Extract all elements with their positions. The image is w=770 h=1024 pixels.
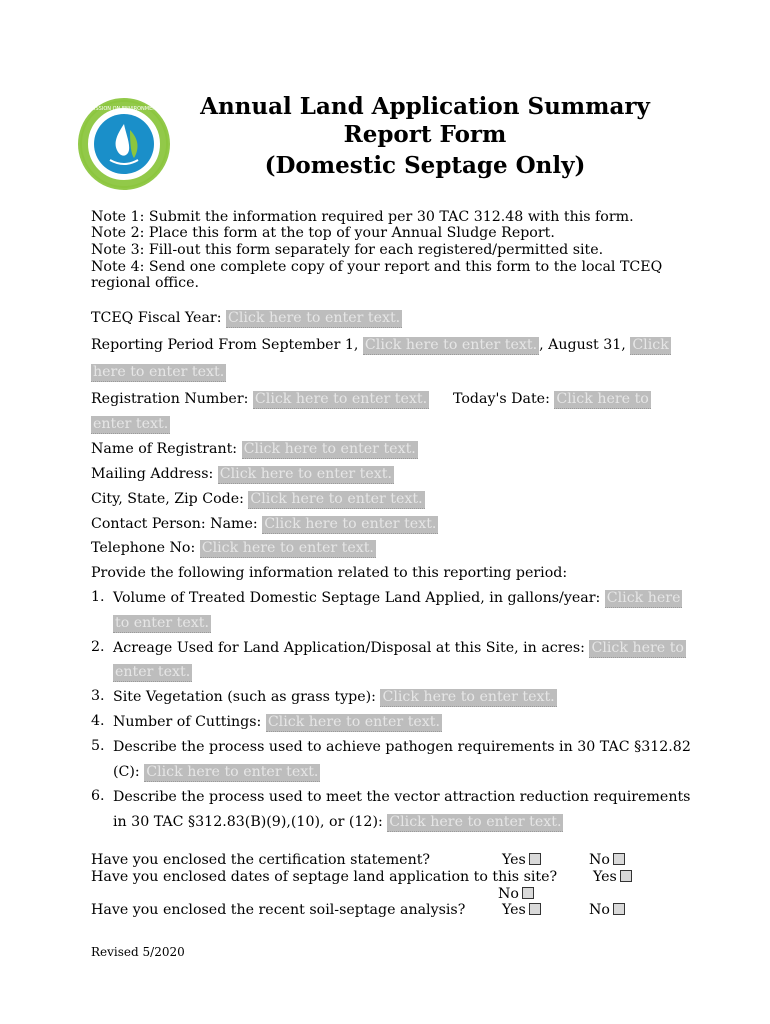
item-4-row bbox=[113, 713, 442, 732]
item-5-text-continued: (C): bbox=[113, 764, 140, 780]
mailing-field[interactable]: Click here to enter text. bbox=[219, 466, 392, 482]
question-2-no-label: No bbox=[498, 886, 519, 902]
phone-row bbox=[91, 539, 376, 558]
item-2-row-continued bbox=[113, 663, 192, 682]
item-6-text: Describe the process used to meet the vector attraction reduction requirements bbox=[113, 789, 691, 805]
question-1-no bbox=[589, 852, 625, 868]
item-5-field[interactable]: Click here to enter text. bbox=[146, 764, 319, 780]
item-2-number: 2. bbox=[91, 639, 105, 655]
item-3-text: Site Vegetation (such as grass type): bbox=[113, 689, 376, 705]
registration-field[interactable]: Click here to enter text. bbox=[254, 391, 428, 407]
item-4-number: 4. bbox=[91, 713, 105, 729]
question-3-text: Have you enclosed the recent soil-septage analysis? bbox=[91, 902, 466, 918]
contact-label: Contact Person: Name: bbox=[91, 516, 258, 532]
contact-row bbox=[91, 515, 438, 534]
item-1-field[interactable]: Click here bbox=[606, 590, 681, 606]
today-date-row bbox=[453, 390, 651, 409]
item-6-text-continued: in 30 TAC §312.83(B)(9),(10), or (12): bbox=[113, 814, 383, 830]
registrant-label: Name of Registrant: bbox=[91, 441, 238, 457]
question-3-yes bbox=[502, 902, 541, 918]
question-1-no-label: No bbox=[589, 852, 610, 868]
item-1-number: 1. bbox=[91, 589, 105, 605]
question-2-no-checkbox[interactable] bbox=[522, 887, 534, 899]
today-date-field-continued[interactable]: enter text. bbox=[93, 416, 169, 432]
mailing-label: Mailing Address: bbox=[91, 466, 214, 482]
question-2-yes-checkbox[interactable] bbox=[620, 870, 632, 882]
question-1-text: Have you enclosed the certification statement? bbox=[91, 852, 431, 868]
question-2-yes bbox=[593, 869, 632, 885]
item-5-number: 5. bbox=[91, 738, 105, 754]
logo-text: TEXAS COMMISSION ON ENVIRONMENTAL QUALITY bbox=[60, 106, 188, 112]
question-3-no bbox=[589, 902, 625, 918]
reporting-to-label: , August 31, bbox=[539, 337, 626, 353]
item-5-row-continued bbox=[113, 763, 320, 782]
item-4-text: Number of Cuttings: bbox=[113, 714, 262, 730]
item-2-field[interactable]: Click here to bbox=[591, 640, 684, 656]
item-4-field[interactable]: Click here to enter text. bbox=[267, 714, 441, 730]
tceq-logo bbox=[60, 100, 188, 188]
phone-field[interactable]: Click here to enter text. bbox=[201, 540, 374, 556]
question-1-yes bbox=[502, 852, 541, 868]
reporting-from-label: Reporting Period From September 1, bbox=[91, 337, 359, 353]
note-1: Note 1: Submit the information required per 30 TAC 312.48 with this form. bbox=[91, 209, 634, 225]
item-1-field-continued[interactable]: to enter text. bbox=[115, 615, 209, 631]
reporting-period-row bbox=[91, 336, 671, 355]
note-4: Note 4: Send one complete copy of your report and this form to the local TCEQ bbox=[91, 259, 663, 275]
revision-date: Revised 5/2020 bbox=[91, 945, 185, 959]
question-1-no-checkbox[interactable] bbox=[613, 853, 625, 865]
fiscal-year-row bbox=[91, 309, 402, 328]
contact-field[interactable]: Click here to enter text. bbox=[264, 516, 437, 532]
item-2-row bbox=[113, 639, 686, 658]
item-2-field-continued[interactable]: enter text. bbox=[115, 664, 191, 680]
city-row bbox=[91, 490, 425, 509]
item-3-field[interactable]: Click here to enter text. bbox=[382, 689, 555, 705]
city-field[interactable]: Click here to enter text. bbox=[250, 491, 423, 507]
item-3-number: 3. bbox=[91, 688, 105, 704]
item-1-text: Volume of Treated Domestic Septage Land Applied, in gallons/year: bbox=[113, 590, 601, 606]
reporting-period-row-continued bbox=[91, 363, 226, 382]
phone-label: Telephone No: bbox=[91, 540, 196, 556]
item-6-field[interactable]: Click here to enter text. bbox=[389, 814, 562, 830]
question-1-yes-label: Yes bbox=[502, 852, 526, 868]
item-5-text: Describe the process used to achieve pathogen requirements in 30 TAC §312.82 bbox=[113, 739, 691, 755]
today-date-field[interactable]: Click here to bbox=[556, 391, 649, 407]
city-label: City, State, Zip Code: bbox=[91, 491, 244, 507]
question-3-no-label: No bbox=[589, 902, 610, 918]
provide-intro: Provide the following information related to this reporting period: bbox=[91, 565, 568, 581]
question-3-yes-label: Yes bbox=[502, 902, 526, 918]
fiscal-year-field[interactable]: Click here to enter text. bbox=[228, 310, 401, 326]
today-date-row-continued bbox=[91, 415, 170, 434]
question-2-text: Have you enclosed dates of septage land application to this site? bbox=[91, 869, 558, 885]
item-1-row-continued bbox=[113, 614, 211, 633]
registration-label: Registration Number: bbox=[91, 391, 249, 407]
reporting-from-field[interactable]: Click here to enter text. bbox=[364, 337, 538, 353]
registrant-field[interactable]: Click here to enter text. bbox=[243, 441, 416, 457]
registrant-row bbox=[91, 440, 418, 459]
question-3-yes-checkbox[interactable] bbox=[529, 903, 541, 915]
item-1-row bbox=[113, 589, 682, 608]
note-2: Note 2: Place this form at the top of your Annual Sludge Report. bbox=[91, 225, 555, 241]
item-3-row bbox=[113, 688, 557, 707]
mailing-row bbox=[91, 465, 394, 484]
form-title-line1: Annual Land Application Summary bbox=[200, 93, 650, 120]
form-title-line2: Report Form bbox=[343, 121, 507, 148]
item-6-row-continued bbox=[113, 813, 563, 832]
question-2-no bbox=[498, 886, 534, 902]
today-date-label: Today's Date: bbox=[453, 391, 550, 407]
fiscal-year-label: TCEQ Fiscal Year: bbox=[91, 310, 222, 326]
item-6-number: 6. bbox=[91, 788, 105, 804]
question-1-yes-checkbox[interactable] bbox=[529, 853, 541, 865]
registration-row bbox=[91, 390, 429, 409]
note-3: Note 3: Fill-out this form separately for each registered/permitted site. bbox=[91, 242, 604, 258]
question-3-no-checkbox[interactable] bbox=[613, 903, 625, 915]
note-4-continued: regional office. bbox=[91, 275, 199, 291]
item-2-text: Acreage Used for Land Application/Disposal at this Site, in acres: bbox=[113, 640, 585, 656]
question-2-yes-label: Yes bbox=[593, 869, 617, 885]
form-title-line3: (Domestic Septage Only) bbox=[264, 152, 586, 179]
reporting-to-field[interactable]: Click bbox=[632, 337, 669, 353]
reporting-to-field-continued[interactable]: here to enter text. bbox=[93, 364, 225, 380]
